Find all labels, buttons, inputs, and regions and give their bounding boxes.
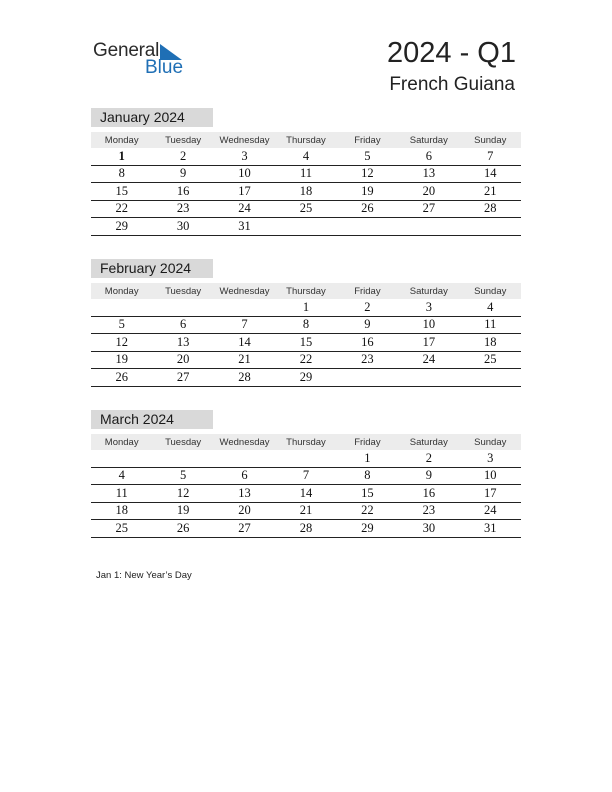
month-label: January 2024 [91,108,213,127]
day-cell: 18 [460,334,521,352]
weekday-header: Tuesday [152,283,213,299]
month-label: February 2024 [91,259,213,278]
empty-day-cell [460,218,521,236]
empty-day-cell [152,299,213,316]
day-cell: 24 [214,200,275,218]
weekday-header: Monday [91,283,152,299]
day-cell: 23 [152,200,213,218]
day-cell: 15 [337,485,398,503]
day-cell: 19 [152,502,213,520]
day-cell: 13 [214,485,275,503]
weekday-header: Thursday [275,283,336,299]
weekday-header: Wednesday [214,434,275,450]
day-cell: 20 [152,351,213,369]
day-cell: 8 [337,467,398,485]
weekday-header: Monday [91,132,152,148]
day-cell: 17 [214,183,275,201]
logo [93,40,193,80]
weekday-header: Thursday [275,132,336,148]
day-cell: 5 [152,467,213,485]
logo-text-general: General [93,40,160,61]
day-cell: 30 [398,520,459,538]
weekday-header-row [91,434,521,450]
empty-day-cell [152,450,213,467]
day-cell: 5 [337,148,398,165]
day-cell: 11 [275,165,336,183]
day-cell: 23 [337,351,398,369]
day-cell: 21 [275,502,336,520]
weekday-header-row [91,283,521,299]
day-cell: 18 [275,183,336,201]
day-cell: 2 [337,299,398,316]
day-cell: 14 [214,334,275,352]
day-cell: 9 [398,467,459,485]
day-cell: 22 [91,200,152,218]
week-row [91,520,521,538]
day-cell: 6 [214,467,275,485]
day-cell: 21 [214,351,275,369]
weekday-header: Saturday [398,132,459,148]
day-cell: 8 [91,165,152,183]
empty-day-cell [214,299,275,316]
weekday-header: Friday [337,434,398,450]
day-cell: 31 [214,218,275,236]
day-cell: 18 [91,502,152,520]
day-cell: 6 [398,148,459,165]
weekday-header: Sunday [460,283,521,299]
week-row [91,200,521,218]
day-cell: 17 [460,485,521,503]
day-cell: 7 [214,316,275,334]
day-cell: 20 [398,183,459,201]
day-cell: 15 [275,334,336,352]
day-cell: 16 [152,183,213,201]
week-row [91,467,521,485]
weekday-header: Saturday [398,434,459,450]
day-cell: 16 [398,485,459,503]
day-cell: 12 [337,165,398,183]
day-cell: 9 [337,316,398,334]
day-cell: 26 [152,520,213,538]
month-block [91,410,521,538]
day-cell: 23 [398,502,459,520]
week-row [91,148,521,165]
day-cell: 29 [91,218,152,236]
day-cell: 4 [91,467,152,485]
week-row [91,183,521,201]
day-cell: 17 [398,334,459,352]
month-block [91,108,521,236]
week-row [91,485,521,503]
day-cell: 13 [152,334,213,352]
day-cell: 2 [398,450,459,467]
empty-day-cell [275,218,336,236]
empty-day-cell [337,369,398,387]
day-cell: 2 [152,148,213,165]
day-cell: 15 [91,183,152,201]
weekday-header: Thursday [275,434,336,450]
day-cell: 19 [337,183,398,201]
day-cell: 10 [214,165,275,183]
day-cell: 7 [275,467,336,485]
day-cell: 7 [460,148,521,165]
page-title: 2024 - Q1 [387,37,516,69]
empty-day-cell [398,218,459,236]
empty-day-cell [275,450,336,467]
day-cell: 4 [460,299,521,316]
calendar-table [91,434,521,538]
day-cell: 25 [460,351,521,369]
day-cell: 1 [337,450,398,467]
day-cell: 29 [337,520,398,538]
day-cell: 10 [398,316,459,334]
week-row [91,218,521,236]
day-cell: 22 [337,502,398,520]
day-cell: 12 [91,334,152,352]
weekday-header: Tuesday [152,132,213,148]
day-cell: 12 [152,485,213,503]
empty-day-cell [91,299,152,316]
empty-day-cell [214,450,275,467]
day-cell: 22 [275,351,336,369]
weekday-header: Saturday [398,283,459,299]
week-row [91,299,521,316]
month-label: March 2024 [91,410,213,429]
empty-day-cell [91,450,152,467]
weekday-header-row [91,132,521,148]
day-cell: 4 [275,148,336,165]
day-cell: 20 [214,502,275,520]
weekday-header: Wednesday [214,132,275,148]
day-cell: 16 [337,334,398,352]
empty-day-cell [460,369,521,387]
week-row [91,502,521,520]
empty-day-cell [337,218,398,236]
day-cell: 14 [275,485,336,503]
day-cell: 27 [398,200,459,218]
empty-day-cell [398,369,459,387]
day-cell: 5 [91,316,152,334]
calendar-table [91,132,521,236]
week-row [91,351,521,369]
day-cell: 8 [275,316,336,334]
weekday-header: Monday [91,434,152,450]
calendar-table [91,283,521,387]
day-cell: 28 [460,200,521,218]
day-cell: 24 [460,502,521,520]
day-cell: 24 [398,351,459,369]
week-row [91,334,521,352]
day-cell: 11 [91,485,152,503]
day-cell: 28 [275,520,336,538]
day-cell: 29 [275,369,336,387]
week-row [91,369,521,387]
weekday-header: Sunday [460,132,521,148]
weekday-header: Sunday [460,434,521,450]
region-name: French Guiana [389,74,515,95]
day-cell: 26 [337,200,398,218]
week-row [91,165,521,183]
weekday-header: Tuesday [152,434,213,450]
logo-text-blue: Blue [145,57,184,78]
day-cell: 14 [460,165,521,183]
weekday-header: Wednesday [214,283,275,299]
day-cell: 11 [460,316,521,334]
day-cell: 6 [152,316,213,334]
day-cell: 30 [152,218,213,236]
day-cell: 3 [398,299,459,316]
day-cell: 25 [275,200,336,218]
day-cell: 31 [460,520,521,538]
day-cell: 3 [460,450,521,467]
holiday-day-cell: 1 [91,148,152,165]
week-row [91,450,521,467]
holiday-note: Jan 1: New Year’s Day [96,570,192,581]
day-cell: 1 [275,299,336,316]
weekday-header: Friday [337,132,398,148]
day-cell: 10 [460,467,521,485]
day-cell: 26 [91,369,152,387]
month-block [91,259,521,387]
day-cell: 27 [152,369,213,387]
day-cell: 13 [398,165,459,183]
day-cell: 9 [152,165,213,183]
day-cell: 28 [214,369,275,387]
day-cell: 3 [214,148,275,165]
week-row [91,316,521,334]
day-cell: 21 [460,183,521,201]
day-cell: 25 [91,520,152,538]
weekday-header: Friday [337,283,398,299]
day-cell: 19 [91,351,152,369]
day-cell: 27 [214,520,275,538]
